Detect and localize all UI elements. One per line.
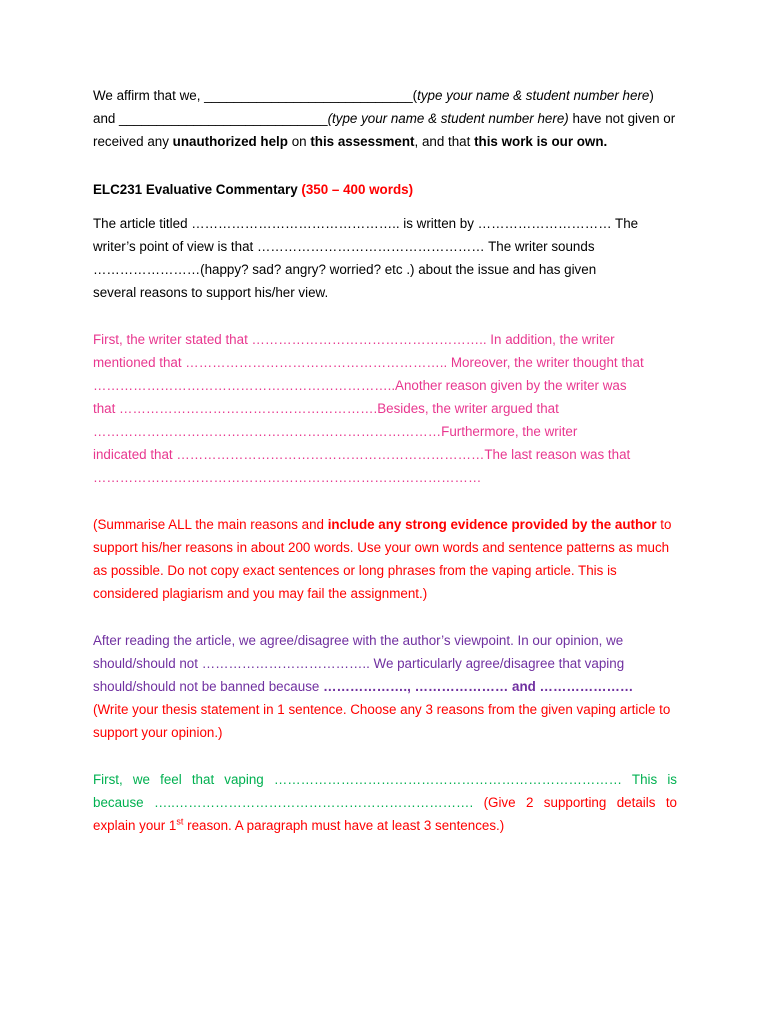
intro-line-2: writer’s point of view is that …………………………………………… The writer sounds — [93, 239, 595, 254]
intro-line-4: several reasons to support his/her view. — [93, 285, 329, 300]
summary-note-text-2: to support his/her reasons in about 200 words. Use your own words and sentence patterns as much as possible. Do not copy exact sentences or long phrases from the vaping article. This is considered plagiarism and you may fail the assignment.) — [93, 517, 672, 601]
first-reason-note-1: (Give 2 supporting details to explain your 1 — [93, 795, 677, 833]
title-main: ELC231 Evaluative Commentary — [93, 182, 302, 197]
first-reason-note-2: reason. A paragraph must have at least 3 sentences.) — [183, 818, 505, 833]
reasons-line-2: mentioned that ………………………………………………….. Moreover, the writer thought that — [93, 355, 644, 370]
thesis-note — [93, 698, 677, 744]
title-word-count: (350 – 400 words) — [301, 182, 414, 197]
first-reason-text: First, we feel that vaping …………………………………………………………………… This is because …..…………………………………………………………. — [93, 772, 677, 810]
reasons-line-4: that ………………………………………………….Besides, the writer argued that — [93, 401, 559, 416]
this-assessment-text: this assessment — [310, 134, 415, 149]
summary-note-paragraph — [93, 513, 677, 605]
section-title — [93, 178, 677, 201]
affirmation-text-6: , and that — [414, 134, 475, 149]
document-page — [93, 84, 677, 837]
affirmation-text-3: and ____________________________ — [93, 111, 328, 126]
thesis-text: After reading the article, we agree/disagree with the author’s viewpoint. In our opinion, we should/should not ……………………………….. We particularly agree/disagree that vaping should/should not be banned because — [93, 633, 625, 694]
thesis-paragraph — [93, 629, 677, 698]
own-work-text: this work is our own. — [474, 134, 608, 149]
thesis-blanks: ………………., ………………… and ………………… — [323, 679, 634, 694]
summary-note-bold: include any strong evidence provided by the author — [327, 517, 657, 532]
name-hint-2: (type your name & student number here) — [327, 111, 569, 126]
first-reason-sup: st — [176, 816, 184, 827]
reasons-line-7: …………………………………………………………………………… — [93, 470, 482, 485]
reasons-line-5: ……………………………………………………………………Furthermore, the writer — [93, 424, 578, 439]
affirmation-text-1: We affirm that we, ____________________________( — [93, 88, 418, 103]
name-hint-1: type your name & student number here — [417, 88, 650, 103]
thesis-note-text: (Write your thesis statement in 1 sentence. Choose any 3 reasons from the given vaping article to support your opinion.) — [93, 702, 671, 740]
affirmation-text-4: have not given or received any — [93, 111, 676, 149]
first-reason-paragraph — [93, 768, 677, 837]
reasons-paragraph — [93, 328, 677, 489]
reasons-line-6: indicated that ……………………………………………………………The last reason was that — [93, 447, 631, 462]
affirmation-text-2: ) — [649, 88, 654, 103]
reasons-line-1: First, the writer stated that …………………………………………….. In addition, the writer — [93, 332, 615, 347]
affirmation-text-5: on — [287, 134, 311, 149]
intro-line-3: ……………………(happy? sad? angry? worried? etc .) about the issue and has given — [93, 262, 597, 277]
summary-note-text-1: (Summarise ALL the main reasons and — [93, 517, 328, 532]
reasons-line-3: …………………………………………………………..Another reason given by the writer was — [93, 378, 627, 393]
intro-line-1: The article titled ……………………………………….. is written by ………………………… The — [93, 216, 639, 231]
affirmation-paragraph — [93, 84, 677, 153]
unauthorized-help-text: unauthorized help — [172, 134, 288, 149]
intro-paragraph — [93, 212, 677, 304]
